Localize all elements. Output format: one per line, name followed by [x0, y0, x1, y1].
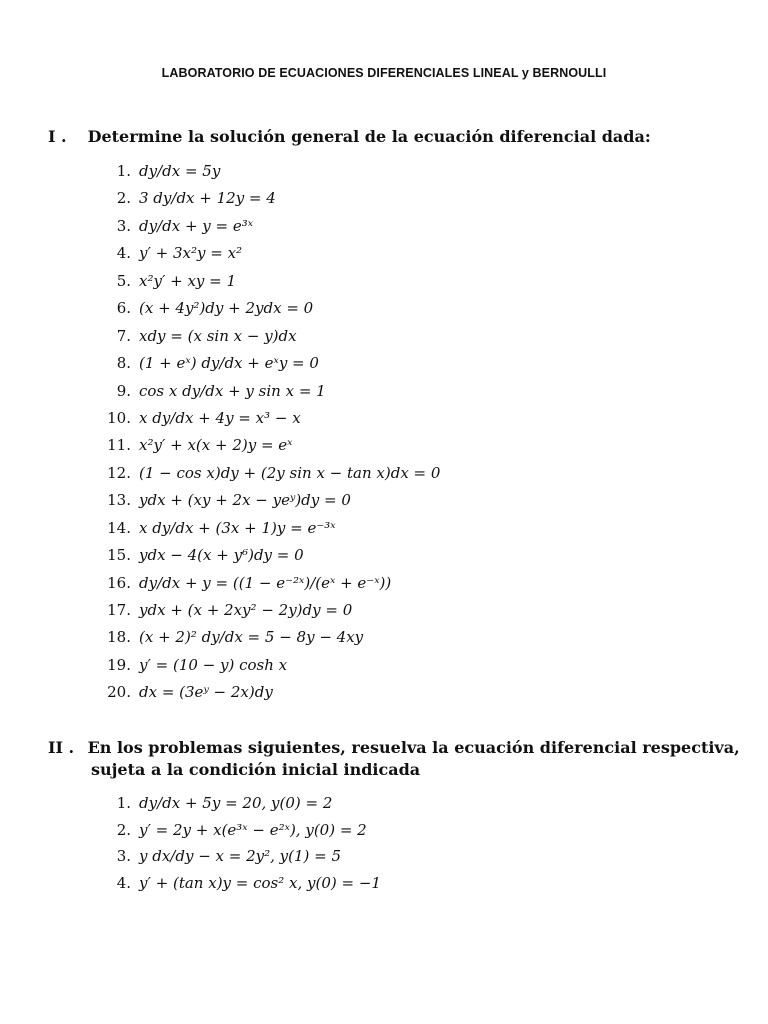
- exercise-number: 13.: [107, 491, 131, 510]
- exercise-equation: dy/dx + y = e³ˣ: [139, 216, 254, 235]
- exercise-number: 10.: [107, 408, 131, 427]
- exercise-item: [98, 378, 440, 405]
- exercise-item: [98, 295, 440, 322]
- exercise-number: 1.: [116, 162, 131, 180]
- exercise-number: 18.: [107, 628, 131, 647]
- exercise-item: [98, 790, 381, 817]
- exercise-item: [98, 843, 381, 870]
- exercise-item: [98, 240, 440, 267]
- exercise-equation: dy/dx + 5y = 20, y(0) = 2: [139, 794, 333, 812]
- exercise-number: 15.: [107, 546, 131, 565]
- exercise-equation: y′ + 3x²y = x²: [139, 244, 243, 263]
- exercise-equation: y′ + (tan x)y = cos² x, y(0) = −1: [139, 873, 381, 892]
- exercise-number: 1.: [116, 794, 131, 812]
- exercise-equation: y′ = (10 − y) cosh x: [139, 655, 288, 674]
- exercise-number: 5.: [116, 271, 131, 290]
- exercise-equation: dy/dx = 5y: [139, 162, 221, 180]
- exercise-number: 9.: [116, 381, 131, 400]
- exercise-equation: dy/dx + y = ((1 − e⁻²ˣ)/(eˣ + e⁻ˣ)): [139, 573, 392, 592]
- exercise-number: 17.: [107, 601, 131, 619]
- section-2-heading: [48, 737, 740, 781]
- exercise-equation: cos x dy/dx + y sin x = 1: [139, 381, 326, 400]
- document-title: LABORATORIO DE ECUACIONES DIFERENCIALES LINEAL y BERNOULLI: [161, 66, 607, 80]
- exercise-equation: ydx + (x + 2xy² − 2y)dy = 0: [139, 601, 353, 619]
- exercise-number: 4.: [116, 244, 131, 263]
- exercise-number: 2.: [116, 189, 131, 208]
- exercise-item: [98, 432, 440, 459]
- exercise-number: 11.: [107, 436, 131, 455]
- exercise-item: [98, 350, 440, 377]
- exercise-item: [98, 542, 440, 569]
- exercise-item: [98, 679, 440, 706]
- exercise-equation: x²y′ + xy = 1: [139, 271, 237, 290]
- section-2-heading-line2: sujeta a la condición inicial indicada: [91, 760, 421, 779]
- exercise-number: 20.: [107, 683, 131, 702]
- exercise-equation: x dy/dx + (3x + 1)y = e⁻³ˣ: [139, 518, 336, 537]
- exercise-equation: 3 dy/dx + 12y = 4: [139, 189, 276, 208]
- section-2-exercise-list: [98, 790, 381, 896]
- exercise-number: 7.: [116, 326, 131, 345]
- exercise-item: [98, 460, 440, 487]
- exercise-number: 12.: [107, 463, 131, 482]
- exercise-equation: dx = (3eʸ − 2x)dy: [139, 683, 273, 702]
- section-2-heading-line1: En los problemas siguientes, resuelva la ecuación diferencial respectiva,: [87, 738, 740, 757]
- section-1-numeral: I .: [48, 127, 67, 146]
- exercise-item: [98, 570, 440, 597]
- exercise-item: [98, 597, 440, 624]
- exercise-equation: x²y′ + x(x + 2)y = eˣ: [139, 436, 293, 455]
- exercise-equation: xdy = (x sin x − y)dx: [139, 326, 297, 345]
- exercise-item: [98, 515, 440, 542]
- section-2-numeral: II .: [48, 738, 75, 757]
- exercise-equation: ydx − 4(x + y⁶)dy = 0: [139, 546, 304, 565]
- exercise-item: [98, 185, 440, 212]
- exercise-item: [98, 870, 381, 897]
- exercise-equation: x dy/dx + 4y = x³ − x: [139, 408, 301, 427]
- exercise-number: 8.: [116, 354, 131, 373]
- exercise-number: 3.: [116, 216, 131, 235]
- exercise-item: [98, 652, 440, 679]
- exercise-item: [98, 323, 440, 350]
- exercise-number: 2.: [116, 820, 131, 839]
- exercise-equation: (x + 2)² dy/dx = 5 − 8y − 4xy: [139, 628, 364, 647]
- exercise-equation: (1 + eˣ) dy/dx + eˣy = 0: [139, 354, 319, 373]
- exercise-equation: y′ = 2y + x(e³ˣ − e²ˣ), y(0) = 2: [139, 820, 367, 839]
- exercise-number: 4.: [116, 873, 131, 892]
- exercise-number: 14.: [107, 518, 131, 537]
- exercise-item: [98, 487, 440, 514]
- exercise-item: [98, 624, 440, 651]
- exercise-number: 6.: [116, 299, 131, 318]
- section-1-exercise-list: [98, 158, 440, 707]
- exercise-equation: y dx/dy − x = 2y², y(1) = 5: [139, 847, 342, 865]
- exercise-number: 3.: [116, 847, 131, 865]
- exercise-item: [98, 213, 440, 240]
- exercise-item: [98, 405, 440, 432]
- section-1-heading-text: Determine la solución general de la ecuación diferencial dada:: [87, 127, 651, 146]
- exercise-number: 19.: [107, 655, 131, 674]
- exercise-equation: (1 − cos x)dy + (2y sin x − tan x)dx = 0: [139, 463, 441, 482]
- exercise-item: [98, 158, 440, 185]
- exercise-item: [98, 268, 440, 295]
- exercise-number: 16.: [107, 573, 131, 592]
- exercise-equation: ydx + (xy + 2x − yeʸ)dy = 0: [139, 491, 351, 510]
- exercise-item: [98, 817, 381, 844]
- section-1-heading: [48, 126, 651, 148]
- exercise-equation: (x + 4y²)dy + 2ydx = 0: [139, 299, 314, 318]
